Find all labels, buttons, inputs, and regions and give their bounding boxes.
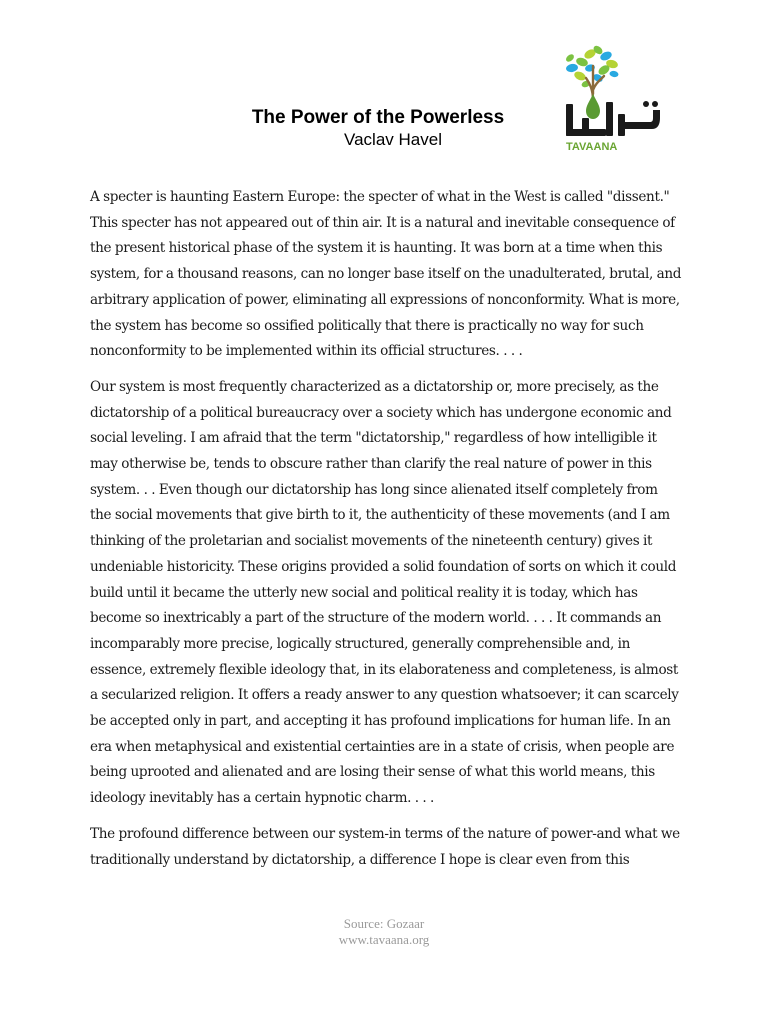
paragraph-2: Our system is most frequently characterized as a dictatorship or, more precisely, as the dictatorship of a political bureaucracy over a society which has undergone economic and social leveling. I am afraid that the term "dictatorship," regardless of how intelligible it may otherwise be, tends to obscure rather than clarify the real nature of power in this system. . . Even though our dictatorship has long since alienated itself completely from the social movements that give birth to it, the authenticity of these movements (and I am thinking of the proletarian and socialist movements of the nineteenth century) gives it undeniable historicity. These origins provided a solid foundation of sorts on which it could build until it became the utterly new social and political reality it is today, which has become so inextricably a part of the structure of the modern world. . . . It commands an incomparably more precise, logically structured, generally comprehensible and, in essence, extremely flexible ideology that, in its elaborateness and completeness, is almost a secularized religion. It offers a ready answer to any question whatsoever; it can scarcely be accepted only in part, and accepting it has profound implications for human life. In an era when metaphysical and existential certainties are in a state of crisis, when people are being uprooted and alienated and are losing their sense of what this world means, this ideology inevitably has a certain hypnotic charm. . . . [90,378,679,807]
tavaana-wordmark [566,101,660,136]
document-author: Vaclav Havel [344,130,442,149]
tavaana-latin-text: TAVAANA [566,141,618,153]
tavaana-logo-icon [560,44,670,156]
document-title: The Power of the Powerless [251,107,505,128]
document-footer [0,916,768,948]
footer-website: www.tavaana.org [338,932,430,947]
tree-leaves [565,44,619,88]
document-body [90,185,682,883]
footer-source: Source: Gozaar [343,916,425,931]
paragraph-3: The profound difference between our system-in terms of the nature of power-and what we traditionally understand by dictatorship, a difference I hope is clear even from this [90,825,680,868]
document-header [0,0,768,170]
paragraph-1: A specter is haunting Eastern Europe: the specter of what in the West is called "dissent." This specter has not appeared out of thin air. It is a natural and inevitable consequence of the present historical phase of the system it is haunting. It was born at a time when this system, for a thousand reasons, can no longer base itself on the unadulterated, brutal, and arbitrary application of power, eliminating all expressions of nonconformity. What is more, the system has become so ossified politically that there is practically no way for such nonconformity to be implemented within its official structures. . . . [90,189,682,360]
